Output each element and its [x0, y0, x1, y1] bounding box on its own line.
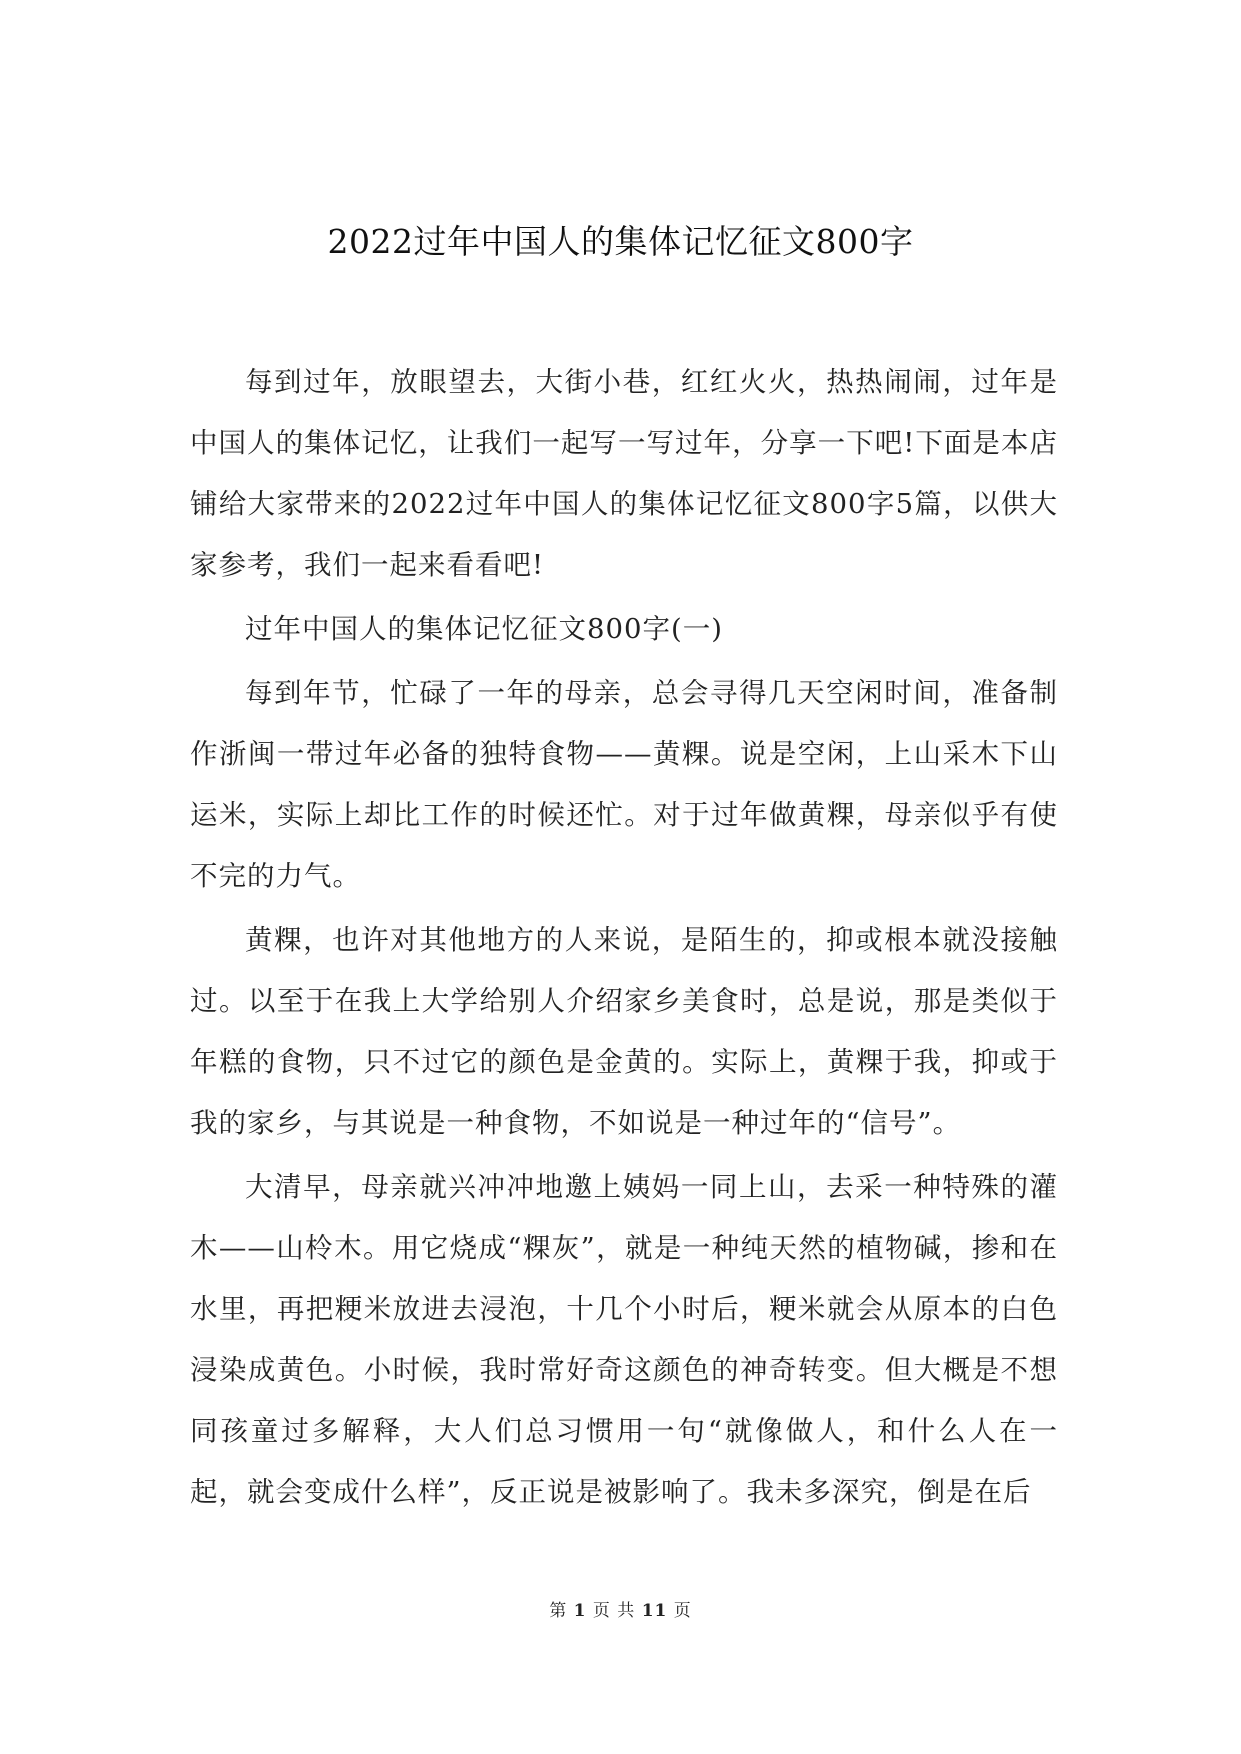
footer-prefix: 第 [549, 1601, 568, 1621]
footer-suffix: 页 [673, 1601, 692, 1621]
paragraph: 大清早，母亲就兴冲冲地邀上姨妈一同上山，去采一种特殊的灌木——山柃木。用它烧成“粿灰”，就是一种纯天然的植物碱，掺和在水里，再把粳米放进去浸泡，十几个小时后，粳米就会从原本的白色浸染成黄色。小时候，我时常好奇这颜色的神奇转变。但大概是不想同孩童过多解释，大人们总习惯用一句“就像做人，和什么人在一起，就会变成什么样”，反正说是被影响了。我未多深究，倒是在后 [190, 1171, 1058, 1508]
page-footer [0, 1600, 1241, 1622]
document-body [190, 352, 1058, 1526]
paragraph: 黄粿，也许对其他地方的人来说，是陌生的，抑或根本就没接触过。以至于在我上大学给别人介绍家乡美食时，总是说，那是类似于年糕的食物，只不过它的颜色是金黄的。实际上，黄粿于我，抑或于我的家乡，与其说是一种食物，不如说是一种过年的“信号”。 [190, 924, 1058, 1139]
current-page-number: 1 [573, 1601, 587, 1621]
footer-middle: 页 共 [592, 1601, 636, 1621]
total-page-count: 11 [641, 1601, 668, 1621]
paragraph-intro: 每到过年，放眼望去，大街小巷，红红火火，热热闹闹，过年是中国人的集体记忆，让我们一起写一写过年，分享一下吧!下面是本店铺给大家带来的2022过年中国人的集体记忆征文800字5篇，以供大家参考，我们一起来看看吧! [190, 366, 1058, 581]
section-heading: 过年中国人的集体记忆征文800字(一) [245, 613, 723, 645]
document-title: 2022过年中国人的集体记忆征文800字 [327, 222, 914, 261]
paragraph: 每到年节，忙碌了一年的母亲，总会寻得几天空闲时间，准备制作浙闽一带过年必备的独特食物——黄粿。说是空闲，上山采木下山运米，实际上却比工作的时候还忙。对于过年做黄粿，母亲似乎有使不完的力气。 [190, 677, 1058, 892]
